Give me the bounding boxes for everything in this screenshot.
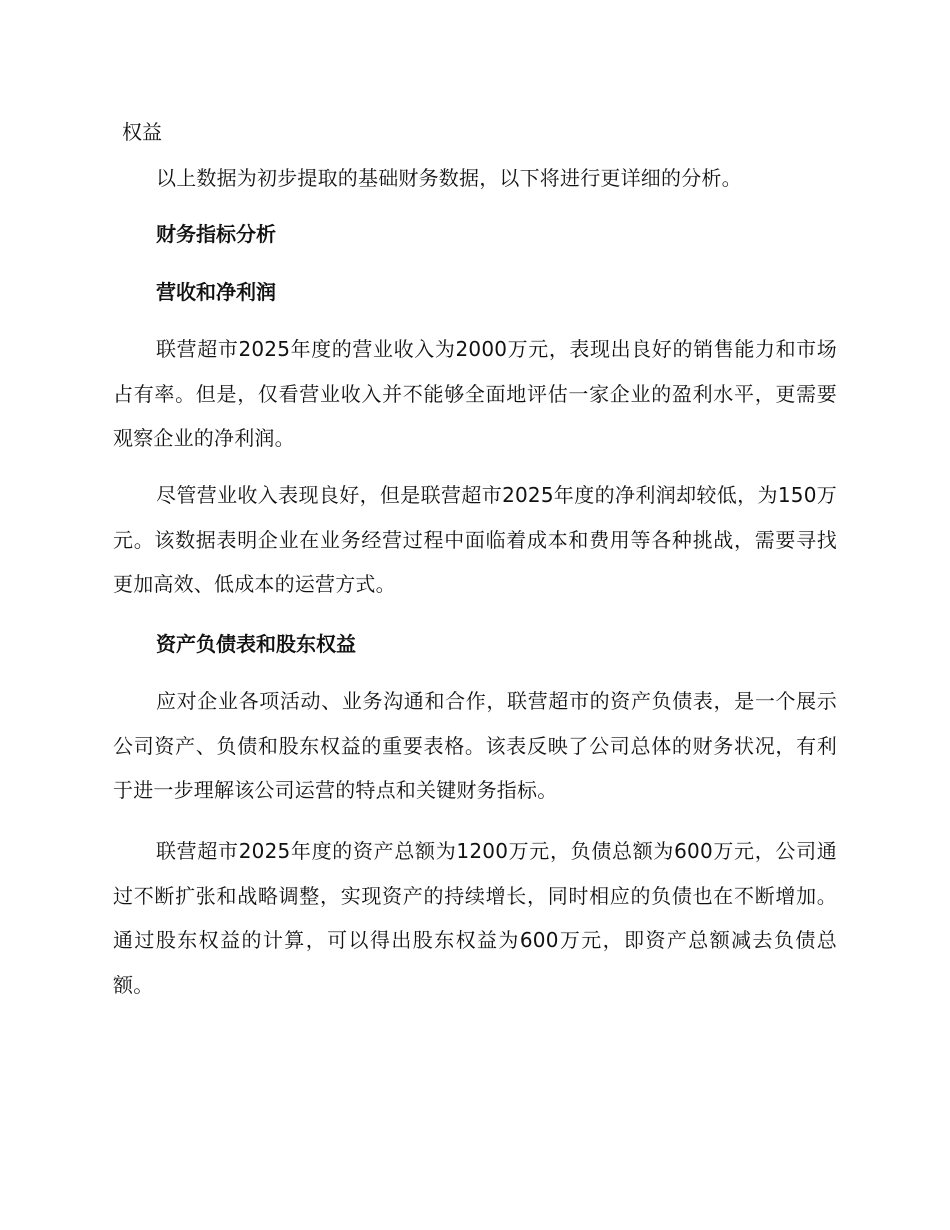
- intro-paragraph: 以上数据为初步提取的基础财务数据，以下将进行更详细的分析。: [156, 166, 742, 190]
- subsection-heading-revenue: 营收和净利润: [156, 280, 276, 304]
- section-heading: 财务指标分析: [156, 222, 276, 246]
- paragraph-revenue: 联营超市2025年度的营业收入为2000万元，表现出良好的销售能力和市场占有率。但是，仅看营业收入并不能够全面地评估一家企业的盈利水平，更需要观察企业的净利润。: [113, 337, 837, 450]
- paragraph-net-profit: 尽管营业收入表现良好，但是联营超市2025年度的净利润却较低，为150万元。该数据表明企业在业务经营过程中面临着成本和费用等各种挑战，需要寻找更加高效、低成本的运营方式。: [113, 483, 837, 596]
- continued-text-fragment: 权益: [122, 120, 162, 144]
- paragraph-balance-sheet: 应对企业各项活动、业务沟通和合作，联营超市的资产负债表，是一个展示公司资产、负债和股东权益的重要表格。该表反映了公司总体的财务状况，有利于进一步理解该公司运营的特点和关键财务指标。: [113, 689, 837, 802]
- paragraph-assets-liabilities: 联营超市2025年度的资产总额为1200万元，负债总额为600万元，公司通过不断扩张和战略调整，实现资产的持续增长，同时相应的负债也在不断增加。通过股东权益的计算，可以得出股东权益为600万元，即资产总额减去负债总额。: [113, 839, 837, 997]
- subsection-heading-balance-sheet: 资产负债表和股东权益: [156, 632, 356, 656]
